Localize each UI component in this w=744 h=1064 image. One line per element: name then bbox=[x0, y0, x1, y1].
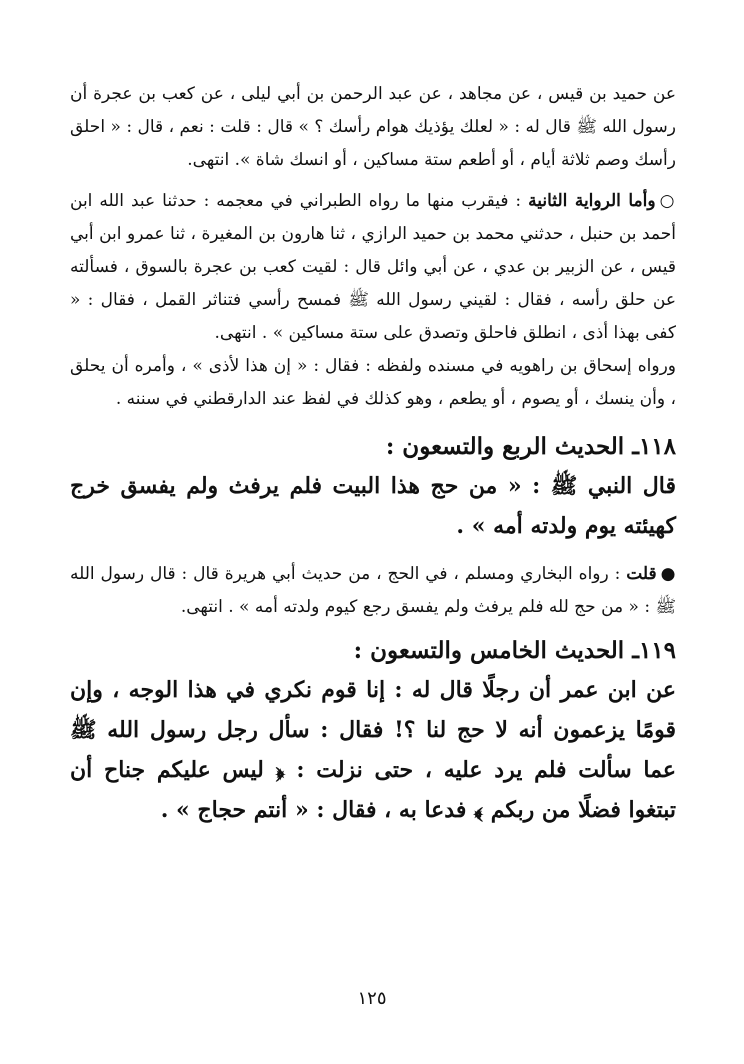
hadith-118-text: قال النبي ﷺ : « من حج هذا البيت فلم يرفث ولم يفسق خرج كهيئته يوم ولدته أمه » . bbox=[70, 473, 676, 539]
spacer bbox=[70, 624, 676, 632]
paragraph-kaab-hadith: عن حميد بن قيس ، عن مجاهد ، عن عبد الرحمن بن أبي ليلى ، عن كعب بن عجرة أن رسول الله ﷺ قال له : « لعلك يؤذيك هوام رأسك ؟ » قال : قلت : نعم ، قال : « احلق رأسك وصم ثلاثة أيام ، أو أطعم ستة مساكين ، أو انسك شاة ». انتهى. bbox=[70, 84, 676, 170]
spacer bbox=[70, 416, 676, 428]
paragraph-text: : رواه البخاري ومسلم ، في الحج ، من حديث أبي هريرة قال : قال رسول الله ﷺ : « من حج لله فلم يرفث ولم يفسق رجع كيوم ولدته أمه » . انتهى. bbox=[70, 564, 676, 617]
paragraph-text: : فيقرب منها ما رواه الطبراني في معجمه : حدثنا عبد الله ابن أحمد بن حنبل ، حدثني محمد بن حميد الرازي ، ثنا هارون بن المغيرة ، ثنا عمرو ابن أبي قيس ، عن الزبير بن عدي ، عن أبي وائل قال : لقيت كعب بن عجرة بالسوق ، فسألته عن حلق رأسه ، فقال : لقيني رسول الله ﷺ فمسح رأسي فتناثر القمل ، فقال : « كفى بهذا أذى ، انطلق فاحلق وتصدق على ستة مساكين » . انتهى. bbox=[70, 191, 676, 343]
bullet-marker-icon: ● bbox=[660, 564, 676, 584]
paragraph-second-narration bbox=[70, 185, 676, 350]
page-body bbox=[70, 78, 676, 830]
heading-hadith-118: ١١٨ـ الحديث الربع والتسعون : bbox=[385, 433, 676, 460]
hadith-119-text: عن ابن عمر أن رجلًا قال له : إنا قوم نكري في هذا الوجه ، وإن قومًا يزعمون أنه لا حج لنا ؟! فقال : سأل رجل رسول الله ﷺ عما سألت فلم يرد عليه ، حتى نزلت : ﴿ ليس عليكم جناح أن تبتغوا فضلًا من ربكم ﴾ فدعا به ، فقال : « أنتم حجاج » . bbox=[70, 677, 676, 823]
circle-marker-icon: ○ bbox=[659, 191, 677, 211]
spacer bbox=[70, 546, 676, 558]
paragraph-commentary bbox=[70, 558, 676, 624]
page-number: ١٢٥ bbox=[357, 988, 387, 1009]
commentary-lead: قلت bbox=[626, 564, 657, 584]
spacer bbox=[70, 177, 676, 185]
heading-hadith-119: ١١٩ـ الحديث الخامس والتسعون : bbox=[353, 637, 676, 664]
section-lead: وأما الرواية الثانية bbox=[528, 191, 656, 211]
paragraph-ishaq-narration: ورواه إسحاق بن راهويه في مسنده ولفظه : فقال : « إن هذا لأذى » ، وأمره أن يحلق ، وأن ينسك ، أو يصوم ، أو يطعم ، وهو كذلك في لفظ عند الدارقطني في سننه . bbox=[70, 356, 676, 409]
